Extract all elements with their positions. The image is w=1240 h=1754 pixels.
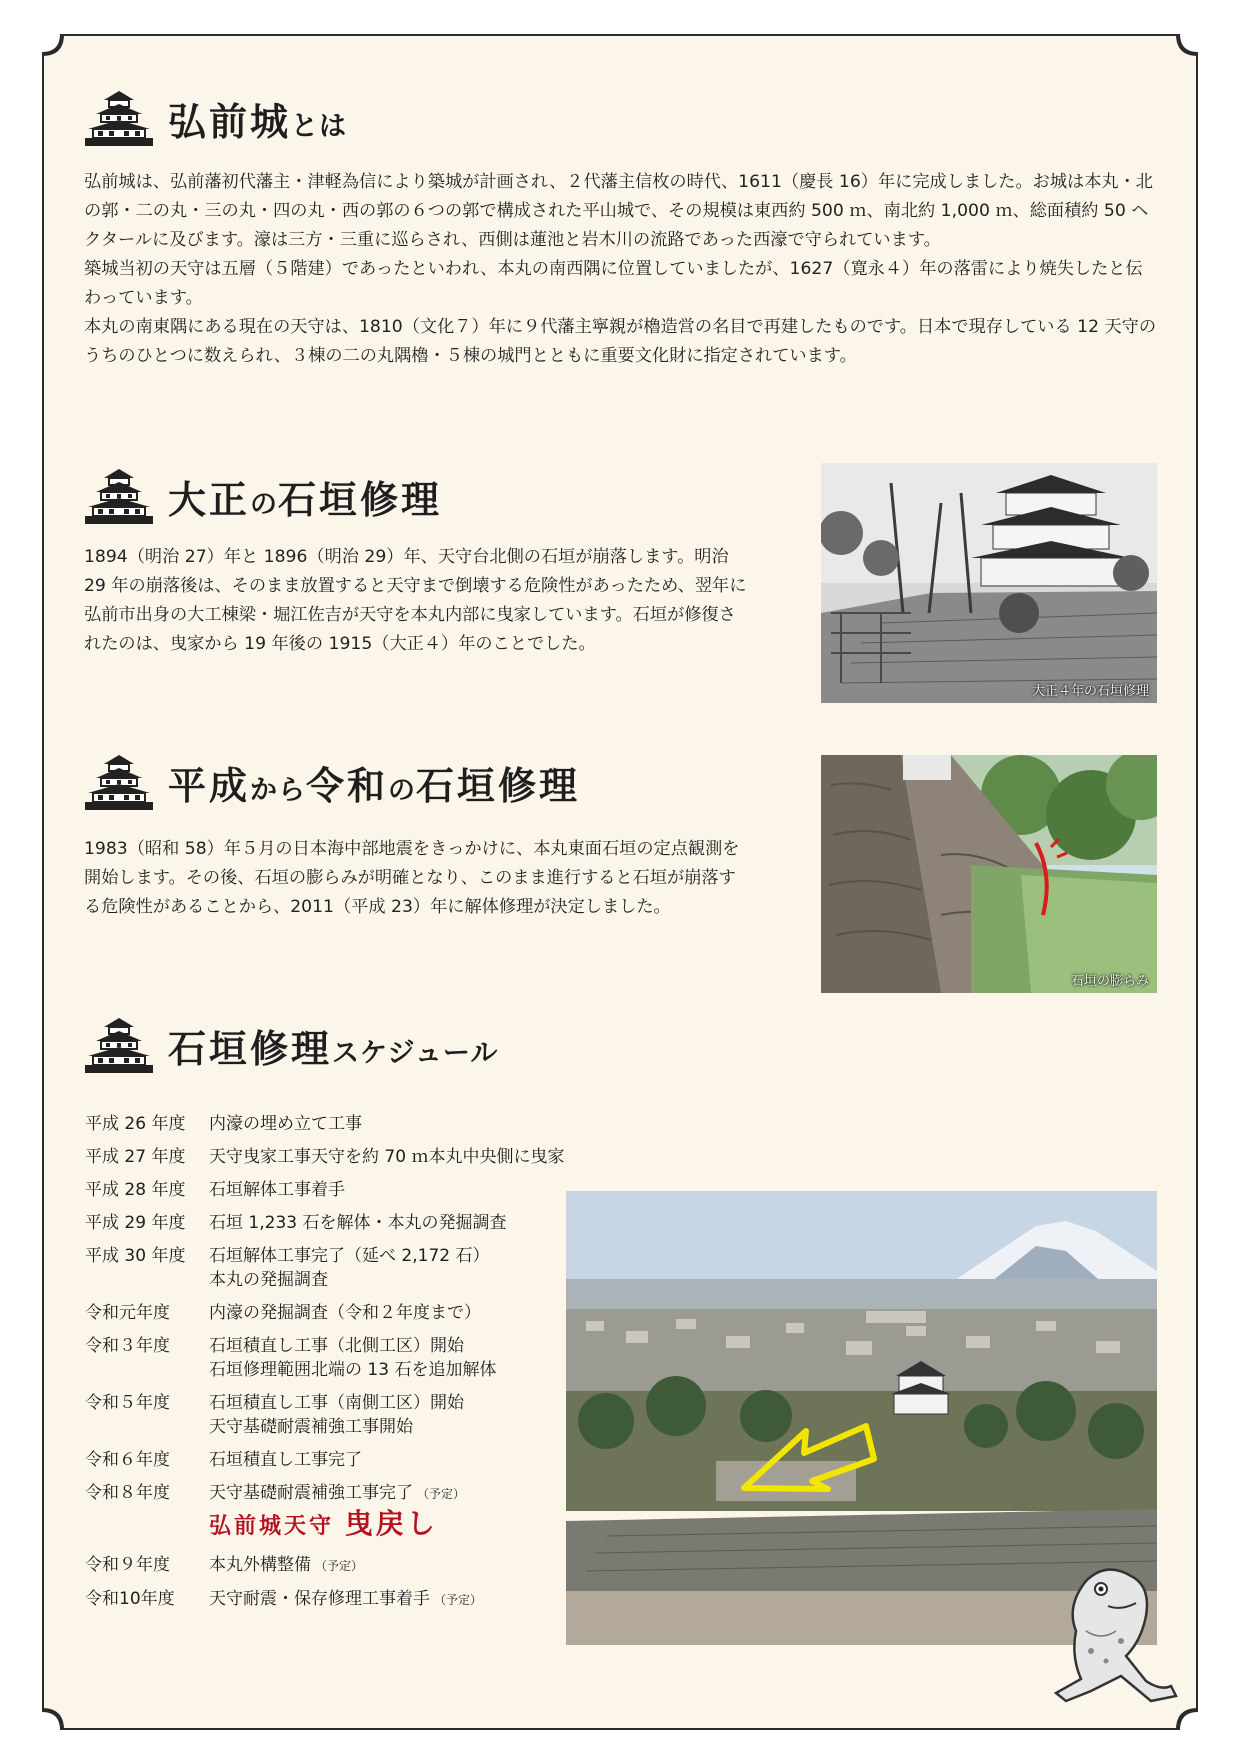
schedule-row xyxy=(85,1553,585,1578)
schedule-year: 平成 27 年度 xyxy=(85,1147,186,1167)
about-paragraph-1: 弘前城は、弘前藩初代藩主・津軽為信により築城が計画され、２代藩主信枚の時代、1611（慶長 16）年に完成しました。お城は本丸・北の郭・二の丸・三の丸・四の丸・西の郭の６つの郭で構成された平山城で、その規模は東西約 500 ｍ、南北約 1,000 ｍ、総面積約 50 ヘクタールに及びます。濠は三方・三重に巡らされ、西側は蓮池と岩木川の流路であった西濠で守られています。 xyxy=(84,172,1153,250)
schedule-year: 令和10年度 xyxy=(85,1589,175,1609)
section-title-schedule xyxy=(84,1015,498,1075)
schedule-desc xyxy=(209,1391,585,1439)
taisho-paragraph: 1894（明治 27）年と 1896（明治 29）年、天守台北側の石垣が崩落します。明治 29 年の崩落後は、そのまま放置すると天守まで倒壊する危険性があったため、翌年に弘前市出身の大工棟梁・堀江佐吉が天守を本丸内部に曳家しています。石垣が修復されたのは、曳家から 19 年後の 1915（大正４）年のことでした。 xyxy=(84,547,747,654)
schedule-row xyxy=(85,1334,585,1382)
schedule-line: 石垣解体工事着手 xyxy=(209,1180,345,1200)
schedule-line: 天守曳家工事天守を約 70 ｍ本丸中央側に曳家 xyxy=(209,1147,565,1167)
taisho-photo xyxy=(821,463,1157,703)
schedule-year: 令和８年度 xyxy=(85,1483,170,1503)
schedule-row xyxy=(85,1178,585,1202)
schedule-row xyxy=(85,1145,585,1169)
castle-icon xyxy=(84,752,154,812)
schedule-row xyxy=(85,1244,585,1292)
bulge-photo xyxy=(821,755,1157,993)
schedule-desc xyxy=(209,1553,585,1578)
about-body xyxy=(84,168,1158,371)
photo-caption: 石垣の膨らみ xyxy=(1070,974,1149,989)
schedule-list xyxy=(85,1112,585,1621)
schedule-desc xyxy=(209,1334,585,1382)
schedule-line: 本丸外構整備 （予定） xyxy=(209,1555,364,1575)
schedule-desc xyxy=(209,1448,585,1472)
planned-note: （予定） xyxy=(434,1593,483,1607)
schedule-desc xyxy=(209,1244,585,1292)
schedule-desc xyxy=(209,1112,585,1136)
section-title-text: 石垣修理スケジュール xyxy=(168,1026,499,1071)
schedule-row xyxy=(85,1112,585,1136)
taisho-body xyxy=(84,543,750,659)
schedule-line: 内濠の発掘調査（令和２年度まで） xyxy=(209,1303,481,1323)
schedule-year: 平成 28 年度 xyxy=(85,1180,186,1200)
schedule-line: 石垣 1,233 石を解体・本丸の発掘調査 xyxy=(209,1213,507,1233)
schedule-line: 天守基礎耐震補強工事完了 （予定） xyxy=(209,1483,466,1503)
schedule-desc xyxy=(209,1301,585,1325)
schedule-desc xyxy=(209,1178,585,1202)
schedule-line: 本丸の発掘調査 xyxy=(209,1270,328,1290)
schedule-year: 令和５年度 xyxy=(85,1393,170,1413)
section-title-about xyxy=(84,88,347,148)
schedule-year: 令和９年度 xyxy=(85,1555,170,1575)
schedule-desc xyxy=(209,1145,585,1169)
schedule-line: 石垣修理範囲北端の 13 石を追加解体 xyxy=(209,1360,497,1380)
schedule-line: 石垣積直し工事（南側工区）開始 xyxy=(209,1393,464,1413)
about-paragraph-2: 築城当初の天守は五層（５階建）であったといわれ、本丸の南西隅に位置していましたが、1627（寛永４）年の落雷により焼失したと伝わっています。 xyxy=(84,259,1143,308)
frog-icon xyxy=(1046,1561,1186,1711)
schedule-year: 平成 30 年度 xyxy=(85,1246,186,1266)
schedule-year: 令和３年度 xyxy=(85,1336,170,1356)
schedule-line: 石垣解体工事完了（延べ 2,172 石） xyxy=(209,1246,490,1266)
schedule-desc xyxy=(209,1211,585,1235)
planned-note: （予定） xyxy=(417,1487,466,1501)
planned-note: （予定） xyxy=(315,1559,364,1573)
section-title-heisei xyxy=(84,752,580,812)
schedule-line: 天守耐震・保存修理工事着手 （予定） xyxy=(209,1589,483,1609)
schedule-row xyxy=(85,1481,585,1544)
schedule-row xyxy=(85,1301,585,1325)
schedule-year: 令和元年度 xyxy=(85,1303,170,1323)
schedule-row xyxy=(85,1587,585,1612)
photo-caption: 大正４年の石垣修理 xyxy=(1031,684,1149,699)
schedule-row xyxy=(85,1391,585,1439)
schedule-year: 平成 29 年度 xyxy=(85,1213,186,1233)
schedule-year: 令和６年度 xyxy=(85,1450,170,1470)
section-title-text: 平成から令和の石垣修理 xyxy=(168,763,581,808)
castle-icon xyxy=(84,466,154,526)
schedule-line: 石垣積直し工事完了 xyxy=(209,1450,362,1470)
schedule-line: 石垣積直し工事（北側工区）開始 xyxy=(209,1336,464,1356)
schedule-desc xyxy=(209,1481,585,1544)
schedule-desc xyxy=(209,1587,585,1612)
castle-icon xyxy=(84,88,154,148)
schedule-line: 天守基礎耐震補強工事開始 xyxy=(209,1417,413,1437)
frog-illustration xyxy=(1046,1561,1186,1711)
about-paragraph-3: 本丸の南東隅にある現在の天守は、1810（文化７）年に９代藩主寧親が櫓造営の名目で再建したものです。日本で現存している 12 天守のうちのひとつに数えられ、３棟の二の丸隅櫓・５棟の城門とともに重要文化財に指定されています。 xyxy=(84,317,1157,366)
section-title-text: 弘前城とは xyxy=(168,99,348,144)
heisei-body xyxy=(84,835,750,922)
taisho-photo-image xyxy=(821,463,1157,703)
schedule-row xyxy=(85,1448,585,1472)
heisei-paragraph: 1983（昭和 58）年５月の日本海中部地震をきっかけに、本丸東面石垣の定点観測を開始します。その後、石垣の膨らみが明確となり、このまま進行すると石垣が崩落する危険性があることから、2011（平成 23）年に解体修理が決定しました。 xyxy=(84,839,740,917)
bulge-photo-image xyxy=(821,755,1157,993)
hikimodoshi-label: 弘前城天守 曳戻し xyxy=(209,1507,438,1540)
schedule-line: 内濠の埋め立て工事 xyxy=(209,1114,362,1134)
castle-icon xyxy=(84,1015,154,1075)
section-title-text: 大正の石垣修理 xyxy=(168,477,443,522)
schedule-year: 平成 26 年度 xyxy=(85,1114,186,1134)
schedule-row xyxy=(85,1211,585,1235)
section-title-taisho xyxy=(84,466,442,526)
